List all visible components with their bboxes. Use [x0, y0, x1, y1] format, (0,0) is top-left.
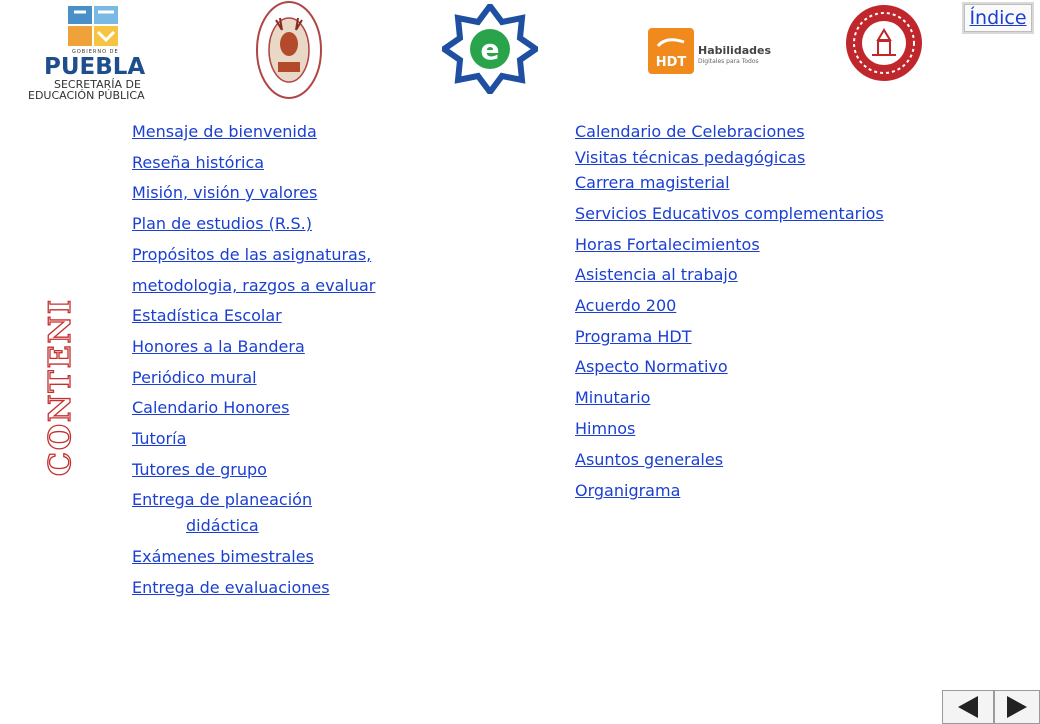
link-plan-estudios[interactable]: Plan de estudios (R.S.) [132, 214, 312, 233]
link-tutores-grupo[interactable]: Tutores de grupo [132, 460, 267, 479]
hand-icon [648, 30, 694, 54]
link-examenes-bimestrales[interactable]: Exámenes bimestrales [132, 547, 314, 566]
puebla-line3: SECRETARÍA DE [54, 78, 141, 91]
next-slide-button[interactable] [994, 690, 1040, 724]
link-programa-hdt[interactable]: Programa HDT [575, 327, 692, 346]
link-asistencia-trabajo[interactable]: Asistencia al trabajo [575, 265, 738, 284]
link-resena-historica[interactable]: Reseña histórica [132, 153, 265, 172]
link-didactica[interactable]: didáctica [186, 516, 259, 535]
link-entrega-planeacion[interactable]: Entrega de planeación [132, 490, 313, 509]
contenido-vertical-text [14, 300, 94, 480]
eco-logo [442, 4, 538, 94]
link-mensaje-bienvenida[interactable]: Mensaje de bienvenida [132, 122, 317, 141]
hdt-badge [648, 28, 694, 74]
link-visitas-tecnicas[interactable]: Visitas técnicas pedagógicas [575, 148, 806, 167]
deer-shield-icon [254, 0, 324, 100]
contenido-title [14, 300, 94, 480]
link-acuerdo-200[interactable]: Acuerdo 200 [575, 296, 677, 315]
link-metodologia[interactable]: metodologia, razgos a evaluar [132, 276, 376, 295]
link-servicios-educativos[interactable]: Servicios Educativos complementarios [575, 204, 884, 223]
link-mision-vision-valores[interactable]: Misión, visión y valores [132, 183, 318, 202]
puebla-sep-logo [28, 2, 162, 102]
school-shield-logo [254, 0, 324, 100]
puebla-line4: EDUCACIÓN PÚBLICA [28, 89, 145, 102]
gear-emblem-icon [834, 0, 934, 86]
hdt-badge-text: HDT [655, 55, 687, 70]
link-carrera-magisterial[interactable]: Carrera magisterial [575, 173, 730, 192]
link-estadistica-escolar[interactable]: Estadística Escolar [132, 306, 282, 325]
link-asuntos-generales[interactable]: Asuntos generales [575, 450, 724, 469]
svg-text:e: e [480, 33, 500, 66]
link-organigrama[interactable]: Organigrama [575, 481, 681, 500]
link-calendario-celebraciones[interactable]: Calendario de Celebraciones [575, 122, 805, 141]
previous-slide-button[interactable] [942, 690, 994, 724]
triangle-right-icon [1003, 694, 1031, 720]
technical-school-emblem [834, 0, 934, 86]
link-minutario[interactable]: Minutario [575, 388, 651, 407]
link-horas-fortalecimientos[interactable]: Horas Fortalecimientos [575, 235, 760, 254]
puebla-line1: GOBIERNO DE [72, 49, 119, 55]
link-aspecto-normativo[interactable]: Aspecto Normativo [575, 357, 728, 376]
link-honores-bandera[interactable]: Honores a la Bandera [132, 337, 305, 356]
link-propositos-asignaturas[interactable]: Propósitos de las asignaturas, [132, 245, 372, 264]
puebla-line2: PUEBLA [44, 54, 146, 80]
svg-text:CONTENIDO: CONTENIDO [43, 300, 78, 476]
green-e-emblem-icon [442, 4, 538, 94]
link-calendario-honores[interactable]: Calendario Honores [132, 398, 290, 417]
hdt-title: Habilidades [698, 44, 771, 57]
hdt-subtitle: Digitales para Todos [698, 58, 759, 65]
link-tutoria[interactable]: Tutoría [132, 429, 187, 448]
hdt-logo [648, 28, 770, 76]
link-periodico-mural[interactable]: Periódico mural [132, 368, 257, 387]
index-button[interactable]: Índice [962, 2, 1034, 34]
link-entrega-evaluaciones[interactable]: Entrega de evaluaciones [132, 578, 330, 597]
link-himnos[interactable]: Himnos [575, 419, 636, 438]
triangle-left-icon [954, 694, 982, 720]
